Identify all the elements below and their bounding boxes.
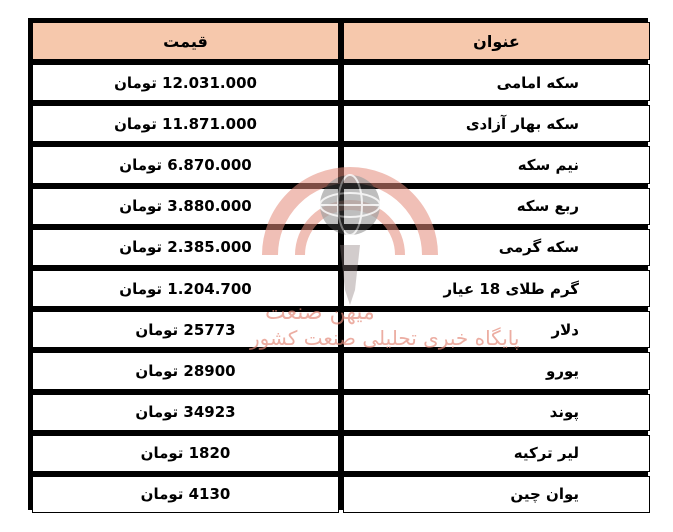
price-cell: 6.870.000 تومان [32,146,339,183]
price-cell: 11.871.000 تومان [32,105,339,142]
title-cell: لیر ترکیه [343,435,650,472]
header-title: عنوان [343,22,650,60]
title-cell: یورو [343,352,650,389]
price-cell: 12.031.000 تومان [32,64,339,101]
watermark-subtitle: پایگاه خبری تحلیلی صنعت کشور [250,326,520,350]
price-table [28,18,648,510]
title-cell: ربع سکه [343,188,650,225]
title-cell: نیم سکه [343,146,650,183]
price-cell: 28900 تومان [32,352,339,389]
title-cell: پوند [343,394,650,431]
title-cell: یوان چین [343,476,650,513]
title-cell: سکه گرمی [343,229,650,266]
title-cell: دلار [343,311,650,348]
price-cell: 1.204.700 تومان [32,270,339,307]
price-cell: 1820 تومان [32,435,339,472]
price-cell: 25773 تومان [32,311,339,348]
price-cell: 3.880.000 تومان [32,188,339,225]
price-cell: 4130 تومان [32,476,339,513]
watermark-title: میهن صنعت [265,300,375,325]
price-cell: 34923 تومان [32,394,339,431]
title-cell: سکه امامی [343,64,650,101]
header-price: قیمت [32,22,339,60]
title-cell: سکه بهار آزادی [343,105,650,142]
price-cell: 2.385.000 تومان [32,229,339,266]
title-cell: گرم طلای 18 عیار [343,270,650,307]
